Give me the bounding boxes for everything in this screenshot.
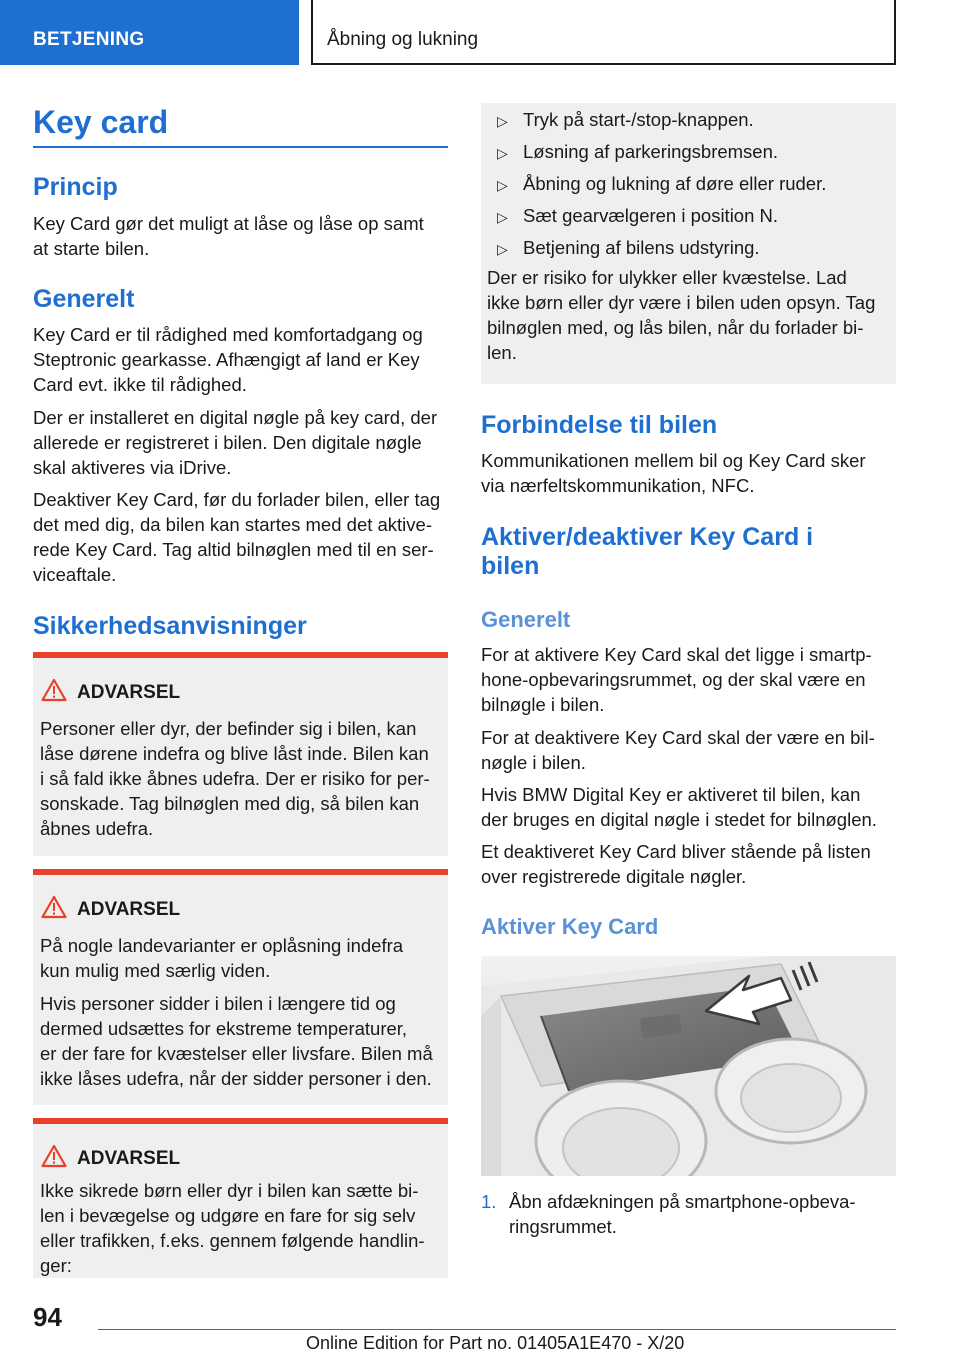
warning-text: Personer eller dyr, der befinder sig i bilen, kan låse dørene indefra og blive låst inde. Bilen kan i så fald ikke åbnes udefra. Der er risiko for per- sonskade. Tag bilnøglen med dig, så bilen kan åbnes udefra. xyxy=(40,718,430,839)
warning-box xyxy=(33,652,448,856)
heading-aktiver-deaktiver: Aktiver/deaktiver Key Card i bilen xyxy=(481,523,814,580)
heading-generelt: Generelt xyxy=(33,285,135,313)
footer-rule xyxy=(98,1329,896,1330)
warning-box xyxy=(33,869,448,1105)
warning-triangle-icon xyxy=(41,678,67,702)
list-item: ▷ Tryk på start-/stop-knappen. xyxy=(497,107,754,134)
aktiver-paragraph-2: For at deaktivere Key Card skal der være en bil- nøgle i bilen. xyxy=(481,727,875,773)
list-item: ▷ Løsning af parkeringsbremsen. xyxy=(497,139,778,166)
list-bullet-icon: ▷ xyxy=(497,177,508,193)
warning-title: ADVARSEL xyxy=(77,1148,181,1169)
list-item: ▷ Betjening af bilens udstyring. xyxy=(497,235,760,262)
generelt-paragraph-3: Deaktiver Key Card, før du forlader bilen, eller tag det med dig, da bilen kan startes med det aktive- rede Key Card. Tag altid bilnøglen med til en ser- viceaftale. xyxy=(33,489,441,585)
forbindelse-text: Kommunikationen mellem bil og Key Card sker via nærfeltskommunikation, NFC. xyxy=(481,450,866,496)
console-tray-drawing xyxy=(481,956,896,1176)
heading-princip: Princip xyxy=(33,173,118,201)
list-item: ▷ Åbning og lukning af døre eller ruder. xyxy=(497,171,826,198)
header-section-tab xyxy=(0,0,299,65)
princip-text: Key Card gør det muligt at låse og låse op samt at starte bilen. xyxy=(33,213,424,259)
warning-text: Ikke sikrede børn eller dyr i bilen kan sætte bi- len i bevægelse og udgøre en fare for sig selv eller trafikken, f.eks. gennem følgende handlin- ger: xyxy=(40,1180,425,1276)
warning-text: På nogle landevarianter er oplåsning indefra kun mulig med særlig viden. xyxy=(40,935,404,981)
aktiver-paragraph-4: Et deaktiveret Key Card bliver stående på listen over registrerede digitale nøgler. xyxy=(481,841,871,887)
aktiver-paragraph-3: Hvis BMW Digital Key er aktiveret til bilen, kan der bruges en digital nøgle i stedet for bilnøglen. xyxy=(481,784,877,830)
page-number: 94 xyxy=(33,1302,62,1332)
step-text: Åbn afdækningen på smartphone-opbeva- ringsrummet. xyxy=(509,1191,856,1237)
heading-forbindelse: Forbindelse til bilen xyxy=(481,411,718,439)
list-bullet-icon: ▷ xyxy=(497,241,508,257)
warning-continuation-box xyxy=(481,103,896,384)
header-section-label: BETJENING xyxy=(33,29,145,50)
title-rule xyxy=(33,146,448,148)
page-title: Key card xyxy=(33,104,169,140)
list-item: ▷ Sæt gearvælgeren i position N. xyxy=(497,203,778,230)
subheading-aktiver-key-card: Aktiver Key Card xyxy=(481,914,659,939)
header-chapter-box xyxy=(311,0,896,65)
heading-sikkerhed: Sikkerhedsanvisninger xyxy=(33,612,307,640)
generelt-paragraph-2: Der er installeret en digital nøgle på key card, der allerede er registreret i bilen. Den digitale nøgle skal aktiveres via iDrive. xyxy=(33,407,438,478)
list-bullet-icon: ▷ xyxy=(497,145,508,161)
subheading-generelt: Generelt xyxy=(481,607,571,632)
warning-triangle-icon xyxy=(41,895,67,919)
smartphone-tray-illustration xyxy=(481,956,896,1176)
footer-edition-text: Online Edition for Part no. 01405A1E470 - X/20 xyxy=(306,1333,685,1353)
list-bullet-icon: ▷ xyxy=(497,113,508,129)
warning-title: ADVARSEL xyxy=(77,682,181,703)
warning-text: Hvis personer sidder i bilen i længere tid og dermed udsættes for ekstreme temperaturer, er der fare for kvæstelser eller livsfare. Bilen må ikke låses udefra, når der sidder personer i den. xyxy=(40,993,433,1089)
warning-box xyxy=(33,1118,448,1278)
generelt-paragraph-1: Key Card er til rådighed med komfortadgang og Steptronic gearkasse. Afhængigt af land er Key Card evt. ikke til rådighed. xyxy=(33,324,423,395)
list-bullet-icon: ▷ xyxy=(497,209,508,225)
aktiver-paragraph-1: For at aktivere Key Card skal det ligge i smartp- hone-opbevaringsrummet, og der skal være en bilnøgle i bilen. xyxy=(481,644,872,715)
step-number: 1. xyxy=(481,1191,497,1212)
warning-title: ADVARSEL xyxy=(77,899,181,920)
warning-triangle-icon xyxy=(41,1144,67,1168)
header-chapter-label: Åbning og lukning xyxy=(327,29,479,50)
warning-conclusion-text: Der er risiko for ulykker eller kvæstelse. Lad ikke børn eller dyr være i bilen uden opsyn. Tag bilnøglen med, og lås bilen, når du forlader bi- len. xyxy=(487,267,876,363)
